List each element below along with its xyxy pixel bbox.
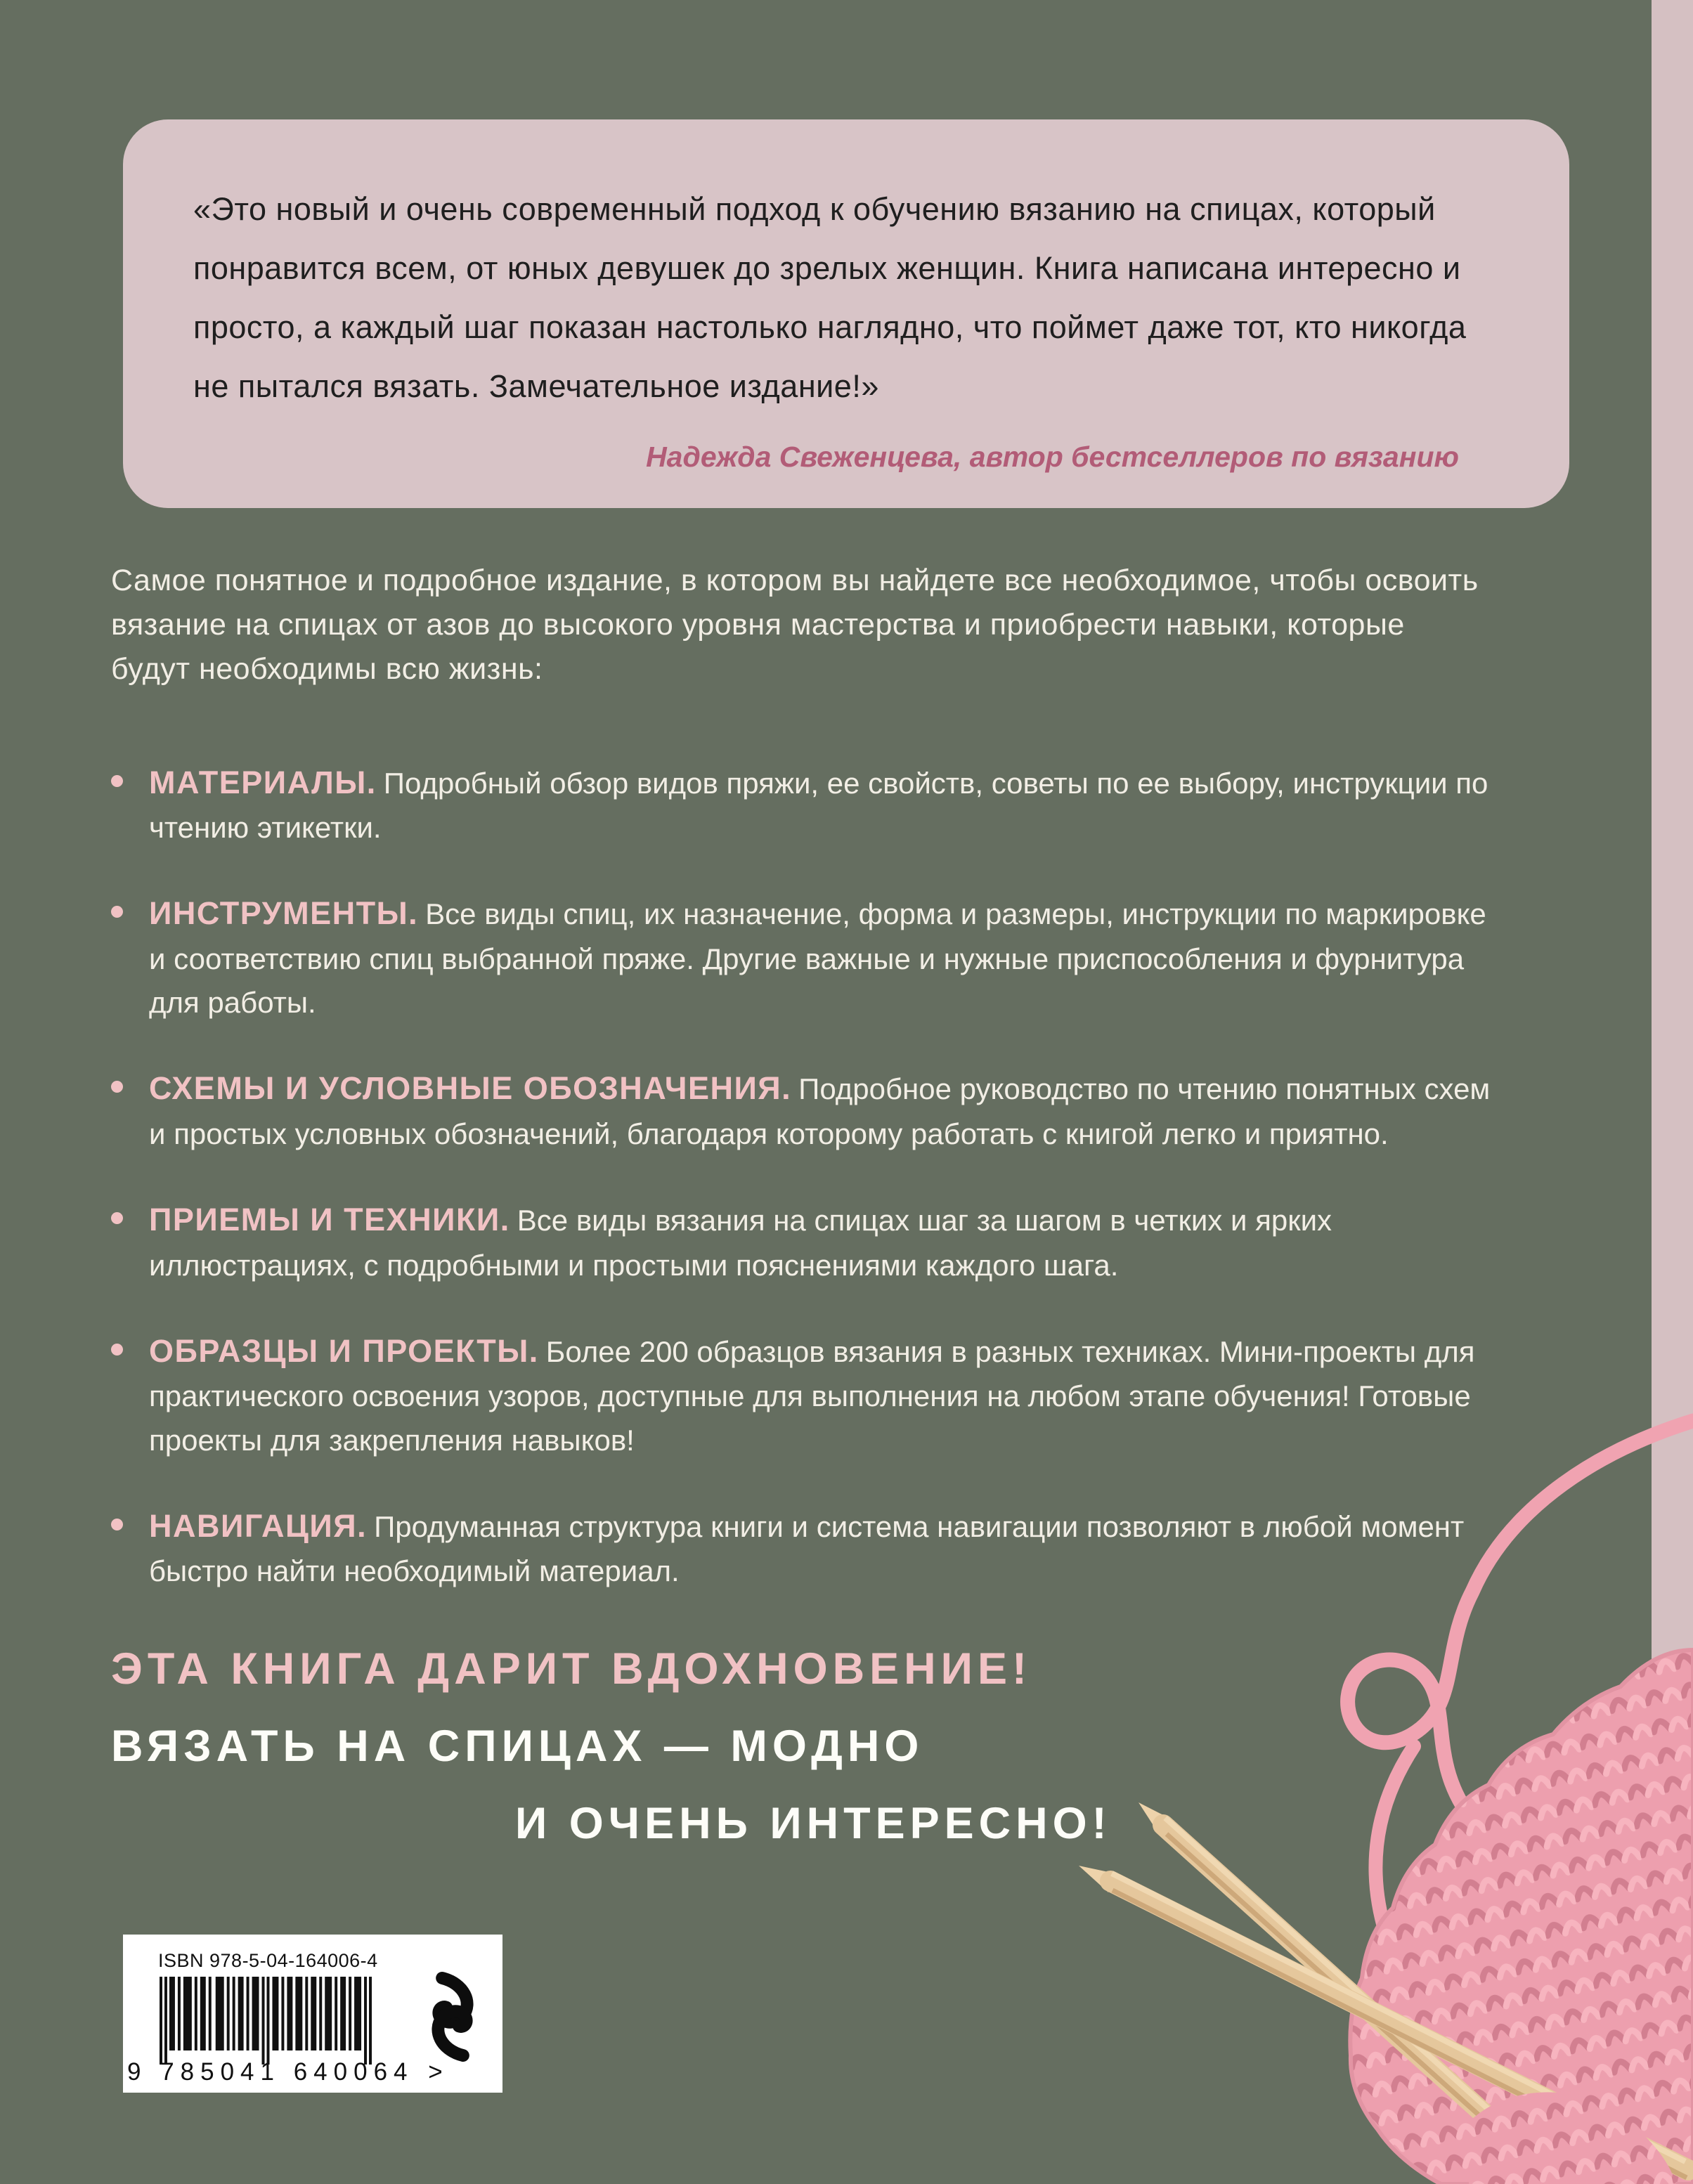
feature-text: Все виды спиц, их назначение, форма и размеры, инструкции по маркировке и соответствию спиц выбранной пряже. Другие важные и нужные приспособления и фурнитура для работы.	[149, 897, 1486, 1020]
feature-item-tools	[111, 890, 1510, 1025]
feature-item-charts	[111, 1065, 1510, 1156]
tagline-line-3: И ОЧЕНЬ ИНТЕРЕСНО!	[515, 1799, 1112, 1849]
barcode-digits	[127, 2058, 443, 2086]
review-quote-card	[123, 119, 1569, 508]
isbn-number: ISBN 978-5-04-164006-4	[158, 1950, 378, 1971]
bullet-dot-icon	[111, 775, 123, 787]
knitting-photo	[1019, 1391, 1693, 2184]
ean13-barcode	[160, 1977, 372, 2065]
feature-title: ИНСТРУМЕНТЫ.	[149, 895, 419, 932]
feature-title: ОБРАЗЦЫ И ПРОЕКТЫ.	[149, 1332, 539, 1369]
feature-title: СХЕМЫ И УСЛОВНЫЕ ОБОЗНАЧЕНИЯ.	[149, 1070, 792, 1107]
feature-text: Более 200 образцов вязания в разных техниках. Мини-проекты для практического освоения узоров, доступные для выполнения на любом этапе обучения! Готовые проекты для закрепления навыков!	[149, 1334, 1475, 1457]
barcode-digit-groups: 9 785041 640064	[127, 2058, 414, 2086]
feature-title: ПРИЕМЫ И ТЕХНИКИ.	[149, 1202, 510, 1238]
tagline-line-2: ВЯЗАТЬ НА СПИЦАХ — МОДНО	[111, 1722, 924, 1772]
feature-text: Подробное руководство по чтению понятных схем и простых условных обозначений, благодаря которому работать с книгой легко и приятно.	[149, 1072, 1491, 1150]
intro-paragraph: Самое понятное и подробное издание, в котором вы найдете все необходимое, чтобы освоить вязание на спицах от азов до высокого уровня мастерства и приобрести навыки, которые будут необходимы всю жизнь:	[111, 564, 1479, 687]
eksmo-logo-icon	[421, 1970, 484, 2064]
bullet-dot-icon	[111, 1344, 123, 1356]
feature-text: Все виды вязания на спицах шаг за шагом в четких и ярких иллюстрациях, с подробными и простыми пояснениями каждого шага.	[149, 1204, 1332, 1282]
bullet-dot-icon	[111, 1212, 123, 1224]
barcode-quiet-zone-arrow: >	[428, 2058, 443, 2086]
isbn-barcode-card	[123, 1935, 502, 2093]
bullet-dot-icon	[111, 1519, 123, 1530]
feature-title: НАВИГАЦИЯ.	[149, 1507, 368, 1544]
feature-item-techniques	[111, 1197, 1510, 1287]
feature-title: МАТЕРИАЛЫ.	[149, 764, 377, 800]
feature-item-materials	[111, 760, 1510, 850]
feature-text: Подробный обзор видов пряжи, ее свойств, советы по ее выбору, инструкции по чтению этикетки.	[149, 766, 1488, 845]
bullet-dot-icon	[111, 1081, 123, 1093]
review-quote-text: «Это новый и очень современный подход к обучению вязанию на спицах, который понравится всем, от юных девушек до зрелых женщин. Книга написана интересно и просто, а каждый шаг показан настолько наглядно, что поймет даже тот, кто никогда не пытался вязать. Замечательное издание!»	[193, 191, 1467, 405]
feature-text: Продуманная структура книги и система навигации позволяют в любой момент быстро найти необходимый материал.	[149, 1509, 1465, 1588]
review-quote-attribution: Надежда Свеженцева, автор бестселлеров по вязанию	[646, 440, 1459, 473]
tagline-line-1: ЭТА КНИГА ДАРИТ ВДОХНОВЕНИЕ!	[111, 1644, 1032, 1694]
bullet-dot-icon	[111, 906, 123, 918]
